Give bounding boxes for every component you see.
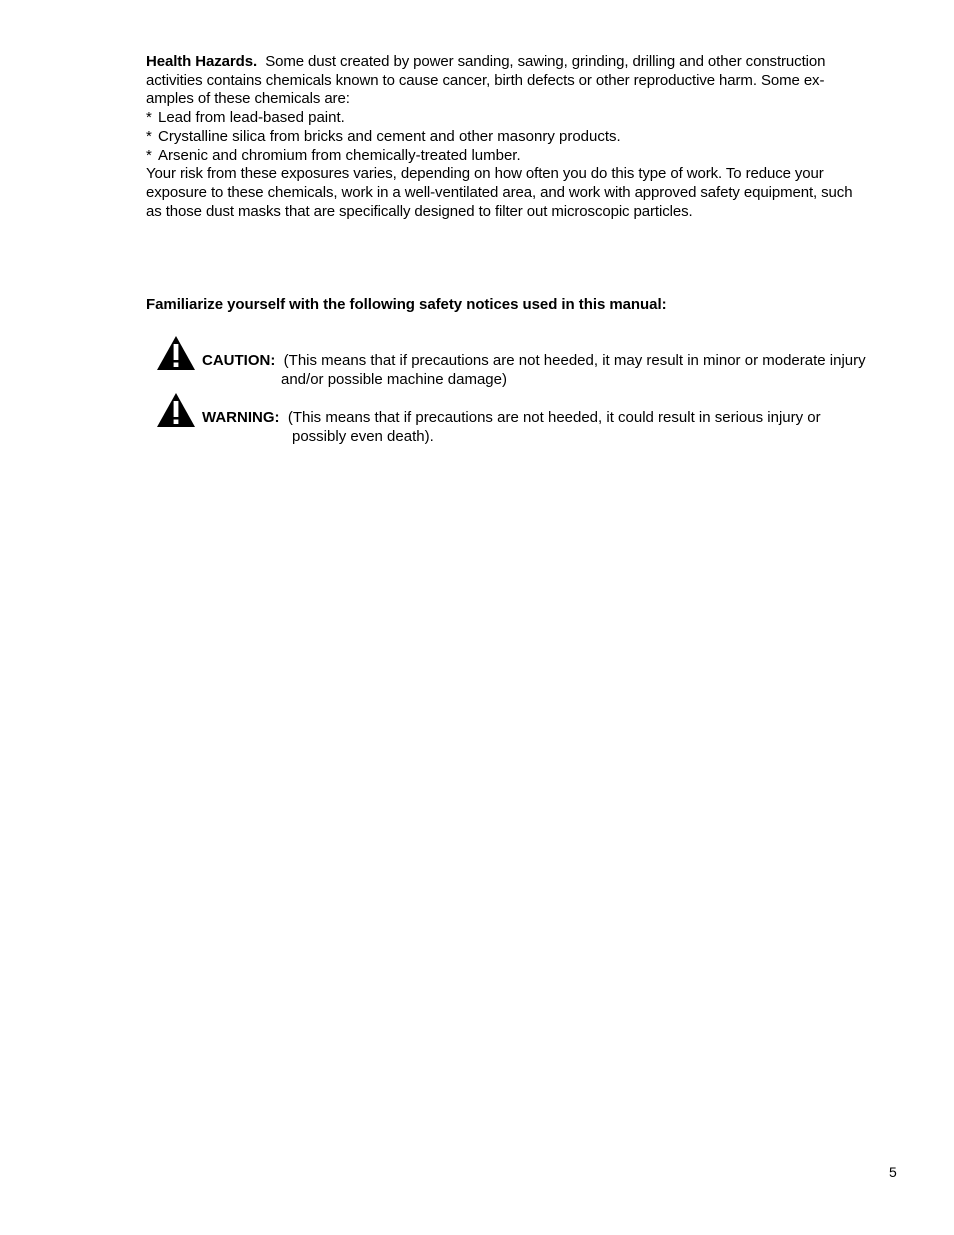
health-hazards-closing-line3: as those dust masks that are specifically designed to filter out microscopic particles. (146, 202, 693, 220)
chemical-list (146, 109, 888, 165)
warning-text-line1: (This means that if precautions are not heeded, it could result in serious injury or (287, 409, 821, 426)
health-hazards-closing-line1: Your risk from these exposures varies, depending on how often you do this type of work. To reduce your (146, 165, 824, 183)
safety-notices-heading: Familiarize yourself with the following safety notices used in this manual: (146, 296, 667, 313)
health-hazards-section (146, 53, 888, 221)
caution-text-line2: and/or possible machine damage) (281, 371, 507, 388)
health-hazards-title: Health Hazards. (146, 53, 258, 70)
page-number: 5 (889, 1164, 897, 1180)
warning-label: WARNING: (202, 409, 280, 426)
warning-triangle-icon (156, 392, 196, 428)
health-hazards-intro-line2: activities contains chemicals known to cause cancer, birth defects or other reproductive harm. Some ex- (146, 71, 825, 89)
caution-text-line1: (This means that if precautions are not heeded, it may result in minor or moderate injury (283, 352, 866, 369)
warning-line1 (202, 409, 821, 428)
warning-text-line2: possibly even death). (292, 428, 434, 445)
health-hazards-intro-line1: Some dust created by power sanding, sawing, grinding, drilling and other construction (265, 53, 826, 70)
health-hazards-closing-line2: exposure to these chemicals, work in a well-ventilated area, and work with approved safety equipment, such (146, 183, 853, 201)
health-hazards-intro (146, 53, 888, 72)
health-hazards-intro-line3: amples of these chemicals are: (146, 90, 350, 108)
list-item: * Crystalline silica from bricks and cement and other masonry products. (146, 127, 621, 145)
caution-label: CAUTION: (202, 352, 276, 369)
list-item: * Lead from lead-based paint. (146, 109, 345, 127)
warning-triangle-icon (156, 335, 196, 371)
list-item: * Arsenic and chromium from chemically-treated lumber. (146, 146, 521, 164)
caution-line1 (202, 352, 866, 371)
